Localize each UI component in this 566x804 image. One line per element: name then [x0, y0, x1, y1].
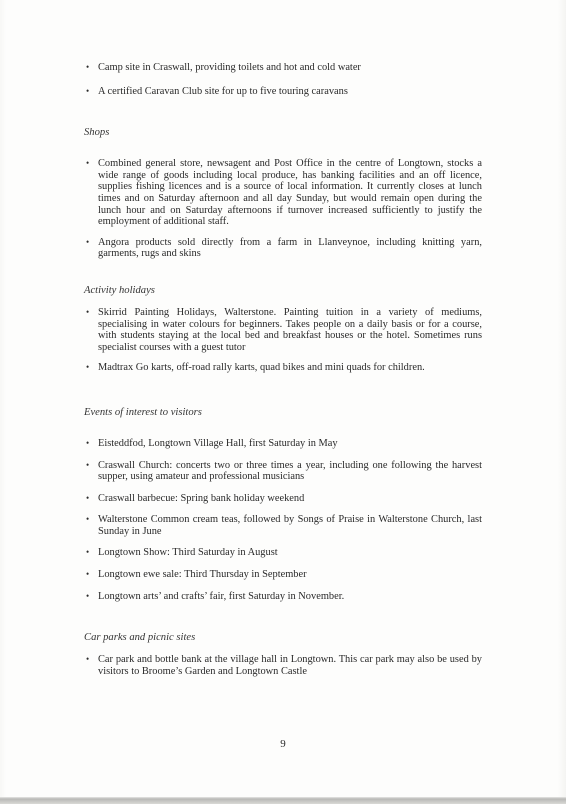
list-item [84, 569, 482, 581]
list-item-text: Walterstone Common cream teas, followed by Songs of Praise in Walterstone Church, last Sunday in June [98, 514, 482, 537]
list-item-text: A certified Caravan Club site for up to five touring caravans [98, 85, 348, 97]
bullet-icon: • [86, 492, 90, 503]
list-item-text: Madtrax Go karts, off-road rally karts, quad bikes and mini quads for children. [98, 362, 425, 374]
list-item-text: Camp site in Craswall, providing toilets and hot and cold water [98, 62, 361, 73]
list-item-text: Eisteddfod, Longtown Village Hall, first Saturday in May [98, 437, 338, 449]
bullet-icon: • [86, 158, 90, 169]
list-item-text: Longtown arts’ and crafts’ fair, first Saturday in November. [98, 590, 345, 602]
list-item-text: Longtown ewe sale: Third Thursday in September [98, 569, 307, 581]
shops-list [84, 158, 482, 260]
list-item-text: Craswall barbecue: Spring bank holiday weekend [98, 492, 305, 504]
bullet-icon: • [86, 362, 90, 373]
list-item [84, 493, 482, 505]
document-content [84, 62, 482, 677]
bullet-icon: • [86, 590, 90, 601]
bullet-icon: • [86, 236, 90, 247]
list-item [84, 438, 482, 450]
intro-list [84, 62, 482, 97]
list-item [84, 307, 482, 353]
list-item [84, 654, 482, 677]
list-item [84, 362, 482, 374]
bullet-icon: • [86, 514, 90, 525]
page-number: 9 [280, 738, 286, 750]
section-heading-events: Events of interest to visitors [84, 406, 202, 418]
list-item [84, 547, 482, 559]
bullet-icon: • [86, 654, 90, 665]
activity-holidays-list [84, 307, 482, 374]
list-item [84, 237, 482, 260]
section-heading-car-parks: Car parks and picnic sites [84, 632, 196, 644]
section-heading-activity-holidays: Activity holidays [84, 284, 155, 296]
bullet-icon: • [86, 306, 90, 317]
scan-bottom-edge [0, 797, 566, 804]
list-item [84, 62, 482, 74]
bullet-icon: • [86, 62, 90, 72]
list-item-text: Skirrid Painting Holidays, Walterstone. Painting tuition in a variety of mediums, specialising in water colours for beginners. Takes people on a daily basis or for a course, with students staying at the local bed and breakfast houses or the hotel. Sometimes runs specialist courses with a guest tutor [98, 306, 482, 353]
list-item [84, 86, 482, 98]
list-item [84, 514, 482, 537]
section-heading-shops: Shops [84, 127, 110, 139]
list-item-text: Combined general store, newsagent and Post Office in the centre of Longtown, stocks a wide range of goods including local produce, has banking facilities and an off licence, supplies fishing licences and is a source of local information. It currently closes at lunch times and on Saturday afternoon and all day Sunday, but would remain open during the lunch hour and on Saturday afternoons if turnover increased sufficiently to justify the employment of additional staff. [98, 158, 482, 228]
list-item [84, 591, 482, 603]
list-item-text: Angora products sold directly from a farm in Llanveynoe, including knitting yarn, garments, rugs and skins [98, 236, 482, 260]
events-list [84, 438, 482, 602]
bullet-icon: • [86, 437, 90, 448]
car-parks-list [84, 654, 482, 677]
list-item [84, 158, 482, 228]
bullet-icon: • [86, 569, 90, 580]
bullet-icon: • [86, 459, 90, 470]
list-item-text: Longtown Show: Third Saturday in August [98, 547, 278, 559]
bullet-icon: • [86, 85, 90, 96]
list-item-text: Craswall Church: concerts two or three times a year, including one following the harvest supper, using amateur and professional musicians [98, 459, 482, 483]
list-item [84, 460, 482, 483]
list-item-text: Car park and bottle bank at the village hall in Longtown. This car park may also be used by visitors to Broome’s Garden and Longtown Castle [98, 654, 482, 677]
bullet-icon: • [86, 547, 90, 558]
